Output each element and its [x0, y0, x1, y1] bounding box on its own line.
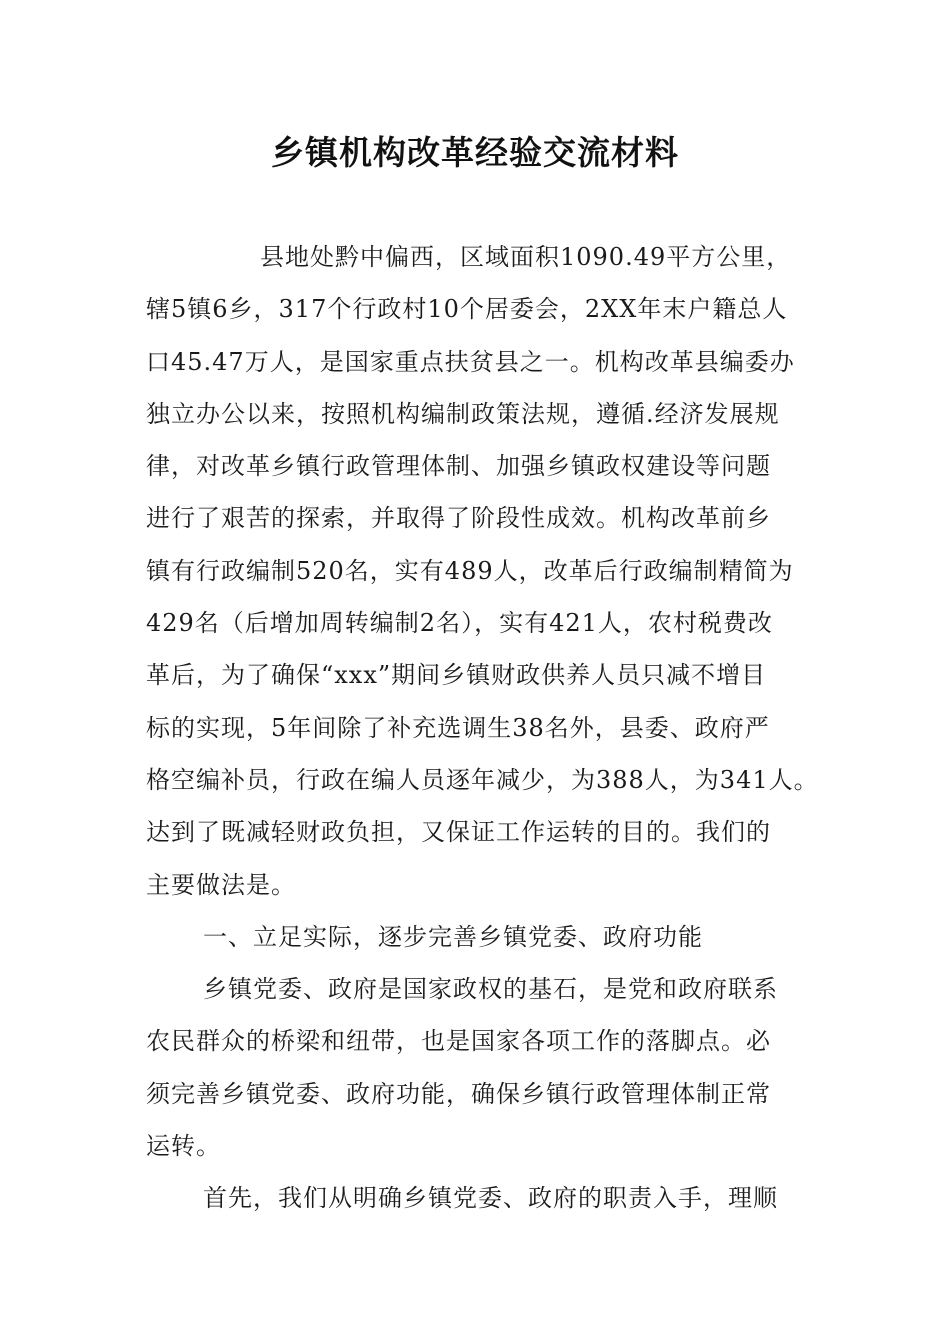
paragraph-line: 首先，我们从明确乡镇党委、政府的职责入手，理顺: [203, 1184, 778, 1213]
paragraph-line: 乡镇党委、政府是国家政权的基石，是党和政府联系: [203, 975, 778, 1004]
paragraph-line: 口45.47万人，是国家重点扶贫县之一。机构改革县编委办: [146, 347, 795, 376]
paragraph-line: 须完善乡镇党委、政府功能，确保乡镇行政管理体制正常: [146, 1079, 771, 1108]
paragraph-line: 标的实现，5年间除了补充选调生38名外，县委、政府严: [146, 713, 770, 742]
paragraph-line: 辖5镇6乡，317个行政村10个居委会，2XX年末户籍总人: [146, 295, 788, 324]
paragraph-line: 农民群众的桥梁和纽带，也是国家各项工作的落脚点。必: [146, 1027, 771, 1056]
paragraph-line: 县地处黔中偏西，区域面积1090.49平方公里，: [260, 243, 792, 271]
paragraph-line: 主要做法是。: [146, 870, 296, 899]
document-body: [146, 231, 819, 1225]
document-title: 乡镇机构改革经验交流材料: [271, 133, 679, 172]
paragraph-line: 429名（后增加周转编制2名），实有421人，农村税费改: [146, 609, 773, 638]
paragraph-line: 格空编补员，行政在编人员逐年减少，为388人，为341人。: [146, 765, 819, 794]
paragraph-line: 进行了艰苦的探索，并取得了阶段性成效。机构改革前乡: [146, 504, 771, 533]
paragraph-line: 镇有行政编制520名，实有489人，改革后行政编制精简为: [146, 556, 794, 585]
paragraph-line: 革后，为了确保“xxx”期间乡镇财政供养人员只减不增目: [146, 661, 767, 690]
paragraph-line: 运转。: [146, 1132, 221, 1161]
paragraph-line: 独立办公以来，按照机构编制政策法规，遵循.经济发展规: [146, 399, 780, 428]
paragraph-line: 律，对改革乡镇行政管理体制、加强乡镇政权建设等问题: [146, 452, 771, 481]
section-heading: 一、立足实际，逐步完善乡镇党委、政府功能: [203, 922, 703, 951]
paragraph-line: 达到了既减轻财政负担，又保证工作运转的目的。我们的: [146, 818, 771, 847]
